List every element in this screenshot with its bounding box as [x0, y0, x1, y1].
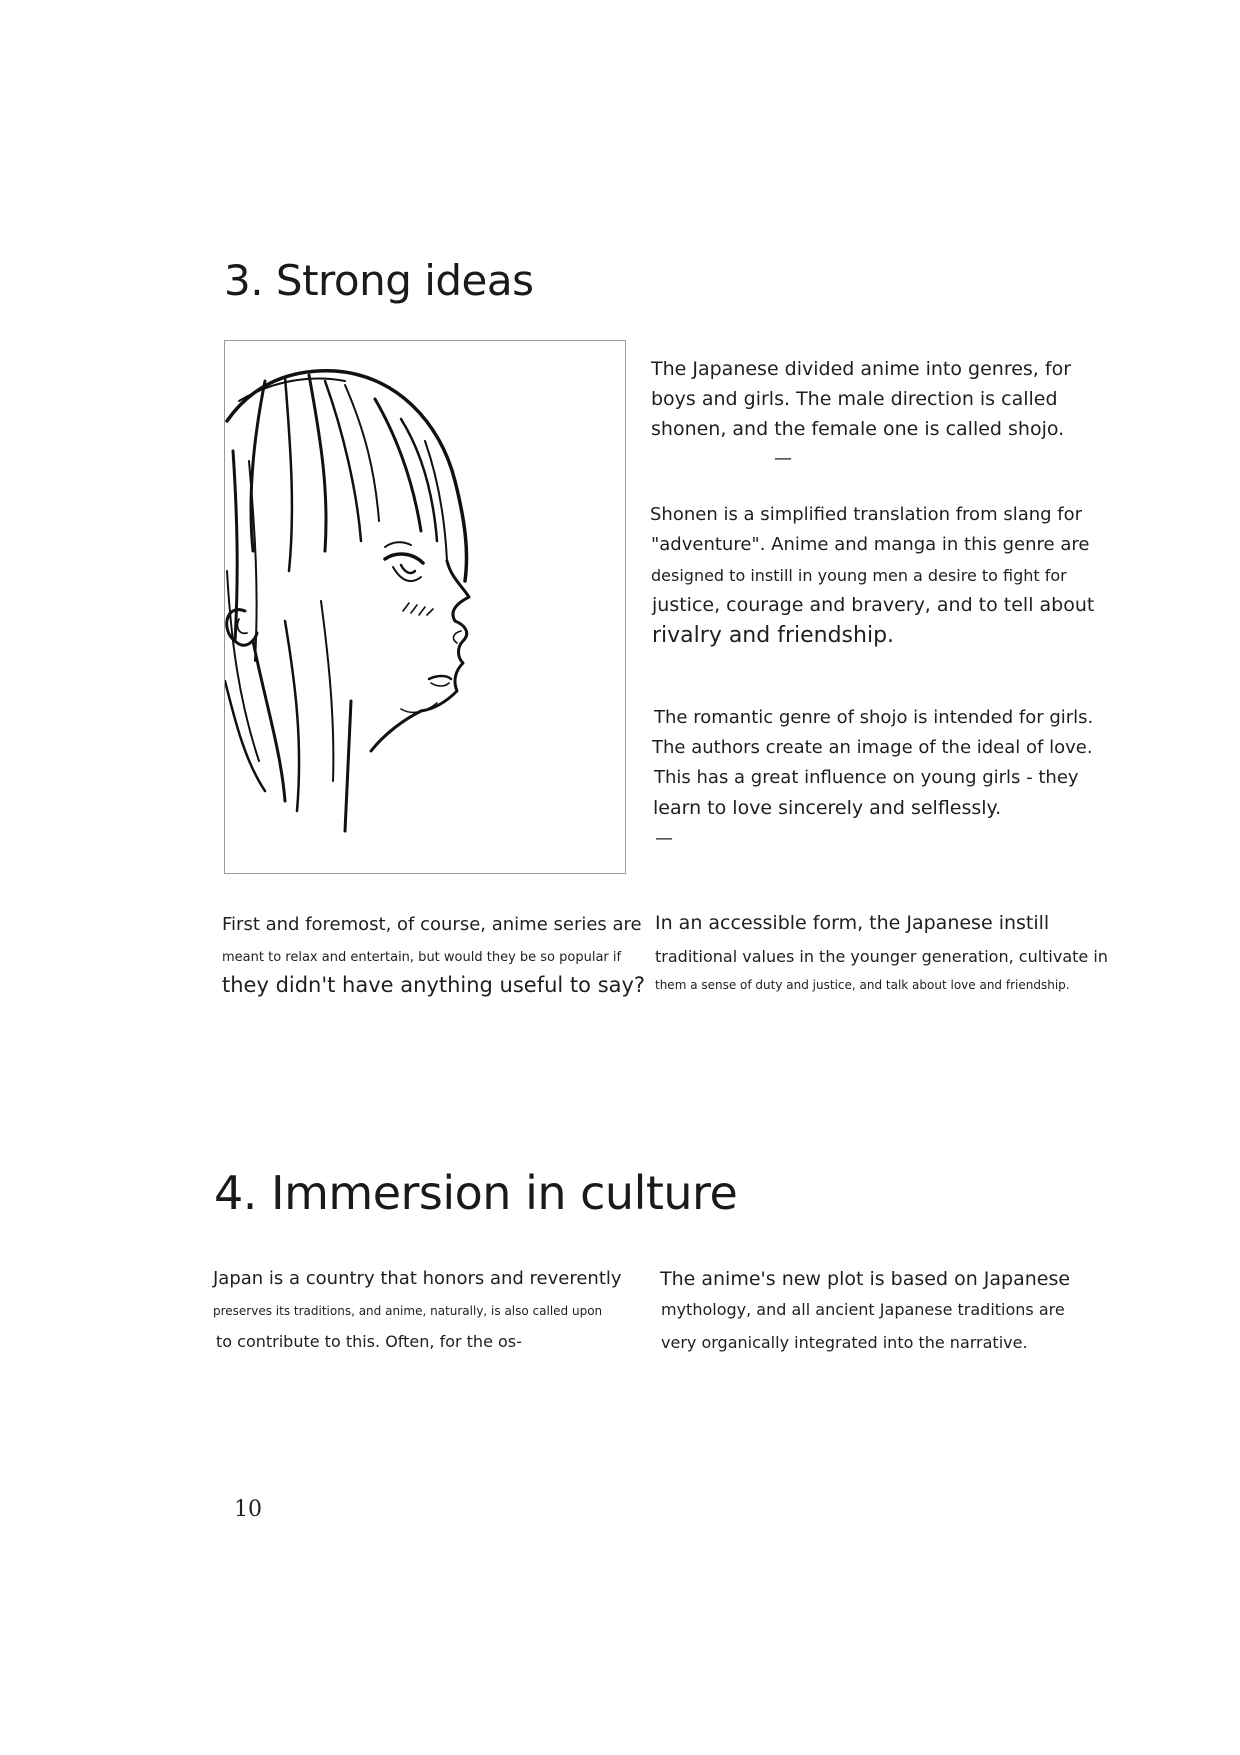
text-line: rivalry and friendship. — [652, 623, 895, 648]
text-line: to contribute to this. Often, for the os- — [216, 1332, 522, 1351]
text-line: traditional values in the younger generation, cultivate in — [655, 947, 1108, 966]
text-line: preserves its traditions, and anime, naturally, is also called upon — [213, 1304, 603, 1318]
page-number: 10 — [234, 1497, 262, 1522]
text-line: In an accessible form, the Japanese instill — [655, 912, 1050, 934]
text-line: learn to love sincerely and selflessly. — [653, 797, 1002, 819]
text-line: The romantic genre of shojo is intended for girls. — [654, 707, 1094, 728]
text-line: shonen, and the female one is called shojo. — [651, 418, 1065, 440]
text-line: they didn't have anything useful to say? — [222, 973, 646, 997]
text-line: very organically integrated into the narrative. — [661, 1333, 1028, 1352]
text-line: boys and girls. The male direction is called — [651, 388, 1058, 410]
manga-girl-profile-illustration — [224, 340, 626, 874]
text-line: them a sense of duty and justice, and talk about love and friendship. — [655, 978, 1070, 992]
manga-profile-drawing — [225, 341, 625, 873]
text-line: This has a great influence on young girls - they — [654, 767, 1079, 788]
text-line: The authors create an image of the ideal of love. — [652, 737, 1093, 758]
text-line: meant to relax and entertain, but would they be so popular if — [222, 950, 622, 965]
text-line: Shonen is a simplified translation from slang for — [650, 504, 1083, 525]
dash-separator: — — [774, 448, 792, 469]
text-line: "adventure". Anime and manga in this genre are — [651, 534, 1090, 555]
text-line: justice, courage and bravery, and to tell about — [652, 594, 1095, 616]
text-line: The anime's new plot is based on Japanese — [660, 1268, 1071, 1290]
dash-separator: — — [655, 828, 673, 849]
text-line: The Japanese divided anime into genres, for — [651, 358, 1072, 380]
section-3-title: 3. Strong ideas — [224, 256, 534, 305]
text-line: designed to instill in young men a desire to fight for — [651, 566, 1067, 585]
section-4-title: 4. Immersion in culture — [214, 1166, 738, 1220]
text-line: First and foremost, of course, anime series are — [222, 914, 642, 935]
text-line: mythology, and all ancient Japanese traditions are — [661, 1300, 1065, 1319]
text-line: Japan is a country that honors and reverently — [213, 1268, 622, 1289]
